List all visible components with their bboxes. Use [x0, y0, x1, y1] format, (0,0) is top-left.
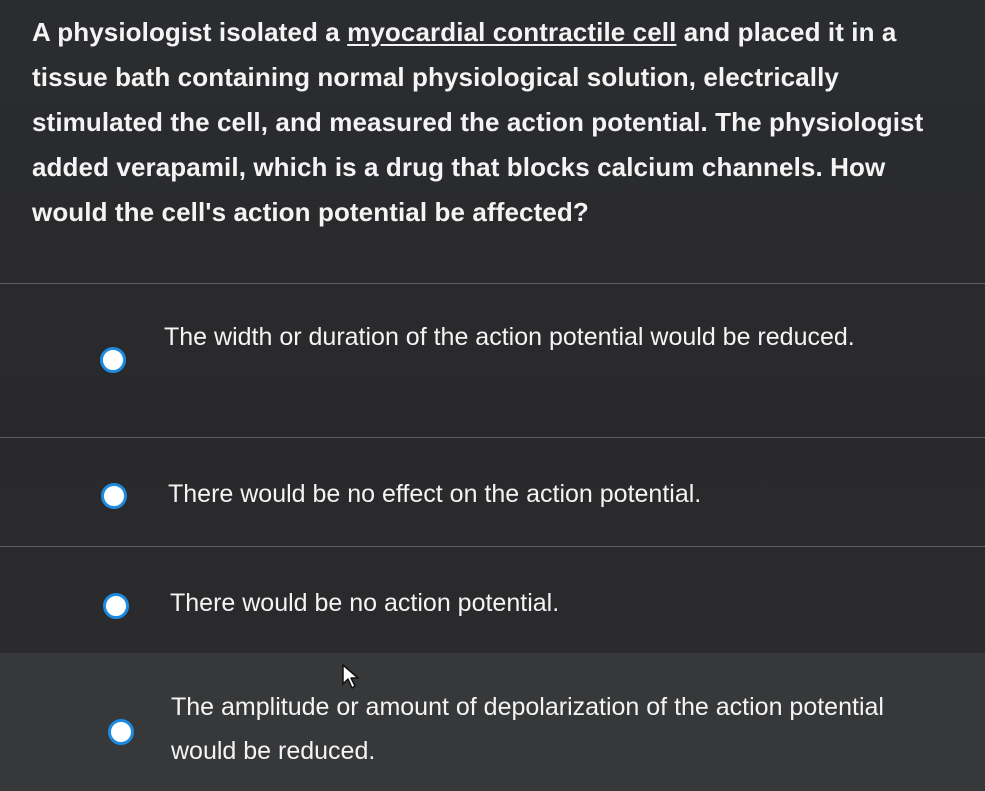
answer-option-label: There would be no effect on the action potential.: [168, 480, 702, 508]
answer-option-1[interactable]: [0, 284, 985, 437]
radio-button-icon[interactable]: [108, 719, 134, 745]
radio-button-icon[interactable]: [101, 483, 127, 509]
answer-option-label: There would be no action potential.: [170, 589, 560, 617]
answer-option-label: The amplitude or amount of depolarization of the action potential would be reduced.: [171, 693, 884, 765]
question-text: [32, 10, 967, 235]
answer-option-3[interactable]: [0, 547, 985, 653]
answer-option-4[interactable]: [0, 653, 985, 791]
question-underlined-term: myocardial contractile cell: [347, 17, 677, 47]
answer-option-label: The width or duration of the action potential would be reduced.: [164, 323, 855, 351]
radio-button-icon[interactable]: [100, 347, 126, 373]
mouse-pointer-icon: [342, 664, 360, 690]
answer-option-2[interactable]: [0, 438, 985, 546]
question-text-end: and placed it in a tissue bath containing normal physiological solution, electrically stimulated the cell, and measured the action potential. The physiologist added verapamil, which is a drug that blocks calcium channels. How would the cell's action potential be affected?: [32, 17, 924, 227]
radio-button-icon[interactable]: [103, 593, 129, 619]
question-text-start: A physiologist isolated a: [32, 17, 348, 47]
